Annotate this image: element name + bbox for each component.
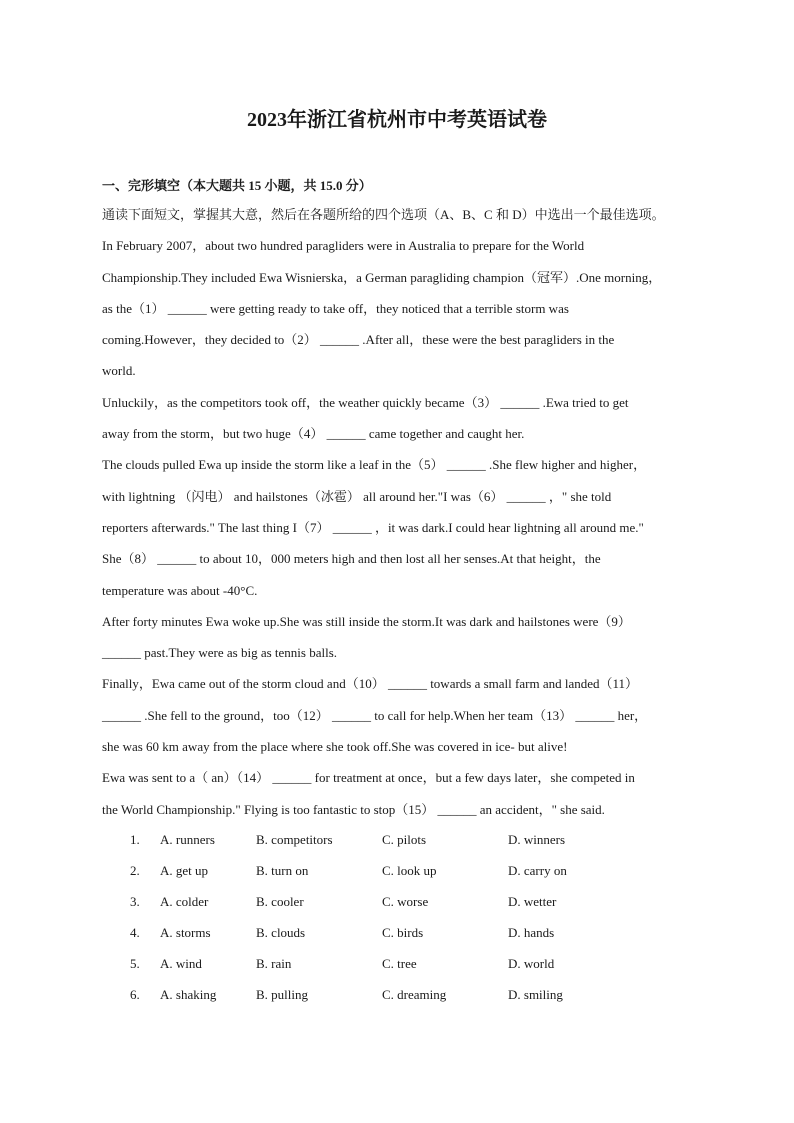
question-row <box>130 888 608 919</box>
option-b: B. cooler <box>256 894 304 909</box>
passage-line: coming.However，they decided to（2） ______ .After all，these were the best paragliders in the <box>102 332 615 348</box>
passage-line: 通读下面短文，掌握其大意，然后在各题所给的四个选项（A、B、C 和 D）中选出一个最佳选项。 <box>102 207 665 222</box>
passage-line: reporters afterwards." The last thing I（7） ______ ，it was dark.I could hear lightning all around me." <box>102 519 644 535</box>
question-row <box>130 919 608 950</box>
option-d: D. wetter <box>508 894 557 909</box>
passage-line: the World Championship." Flying is too fantastic to stop（15） ______ an accident，" she said. <box>102 801 605 817</box>
passage-line: Finally，Ewa came out of the storm cloud and（10） ______ towards a small farm and landed（11） <box>102 676 639 692</box>
question-row <box>130 981 608 1012</box>
question-number: 4. <box>130 925 140 940</box>
passage-line: temperature was about -40°C. <box>102 582 258 598</box>
option-c: C. tree <box>382 956 417 971</box>
passage-line: she was 60 km away from the place where she took off.She was covered in ice- but alive! <box>102 739 568 755</box>
question-number: 5. <box>130 956 140 971</box>
option-b: B. clouds <box>256 925 306 940</box>
option-d: D. carry on <box>508 863 567 878</box>
passage <box>102 203 702 829</box>
option-b: B. pulling <box>256 987 309 1002</box>
option-c: C. pilots <box>382 832 427 847</box>
option-b: B. competitors <box>256 832 333 847</box>
page-title: 2023年浙江省杭州市中考英语试卷 <box>247 109 547 131</box>
question-row <box>130 857 608 888</box>
passage-line: After forty minutes Ewa woke up.She was still inside the storm.It was dark and hailstones were（9） <box>102 613 631 629</box>
passage-line: ______ past.They were as big as tennis balls. <box>102 645 338 661</box>
section-heading: 一、完形填空（本大题共 15 小题，共 15.0 分） <box>102 178 372 193</box>
option-a: A. colder <box>160 894 209 909</box>
question-options <box>130 826 608 1012</box>
passage-line: In February 2007，about two hundred paragliders were in Australia to prepare for the World <box>102 238 585 254</box>
option-c: C. look up <box>382 863 437 878</box>
passage-line: away from the storm，but two huge（4） ______ came together and caught her. <box>102 426 525 442</box>
option-a: A. shaking <box>160 987 217 1002</box>
passage-line: as the（1） ______ were getting ready to take off，they noticed that a terrible storm was <box>102 300 569 316</box>
passage-line: Unluckily，as the competitors took off，the weather quickly became（3） ______ .Ewa tried to get <box>102 394 629 410</box>
option-c: C. worse <box>382 894 429 909</box>
option-a: A. get up <box>160 863 209 878</box>
option-d: D. winners <box>508 832 566 847</box>
passage-line: ______ .She fell to the ground，too（12） ______ to call for help.When her team（13） ______ her， <box>102 707 648 723</box>
passage-line: The clouds pulled Ewa up inside the storm like a leaf in the（5） ______ .She flew higher and higher， <box>102 457 647 473</box>
question-number: 2. <box>130 863 140 878</box>
option-d: D. hands <box>508 925 555 940</box>
passage-line: Ewa was sent to a（ an）（14） ______ for treatment at once，but a few days later，she competed in <box>102 770 635 786</box>
question-number: 6. <box>130 987 140 1002</box>
option-d: D. world <box>508 956 555 971</box>
question-row <box>130 950 608 981</box>
passage-line: She（8） ______ to about 10，000 meters high and then lost all her senses.At that height，the <box>102 551 601 567</box>
option-b: B. rain <box>256 956 292 971</box>
passage-line: world. <box>102 363 136 379</box>
option-c: C. dreaming <box>382 987 447 1002</box>
passage-line: Championship.They included Ewa Wisnierska，a German paragliding champion（冠军）.One morning， <box>102 269 662 285</box>
option-a: A. storms <box>160 925 211 940</box>
option-c: C. birds <box>382 925 424 940</box>
option-d: D. smiling <box>508 987 563 1002</box>
question-number: 1. <box>130 832 140 847</box>
option-a: A. wind <box>160 956 202 971</box>
option-a: A. runners <box>160 832 215 847</box>
question-number: 3. <box>130 894 140 909</box>
passage-line: with lightning （闪电） and hailstones（冰雹） all around her."I was（6） ______ ，" she told <box>102 488 612 504</box>
option-b: B. turn on <box>256 863 309 878</box>
question-row <box>130 826 608 857</box>
